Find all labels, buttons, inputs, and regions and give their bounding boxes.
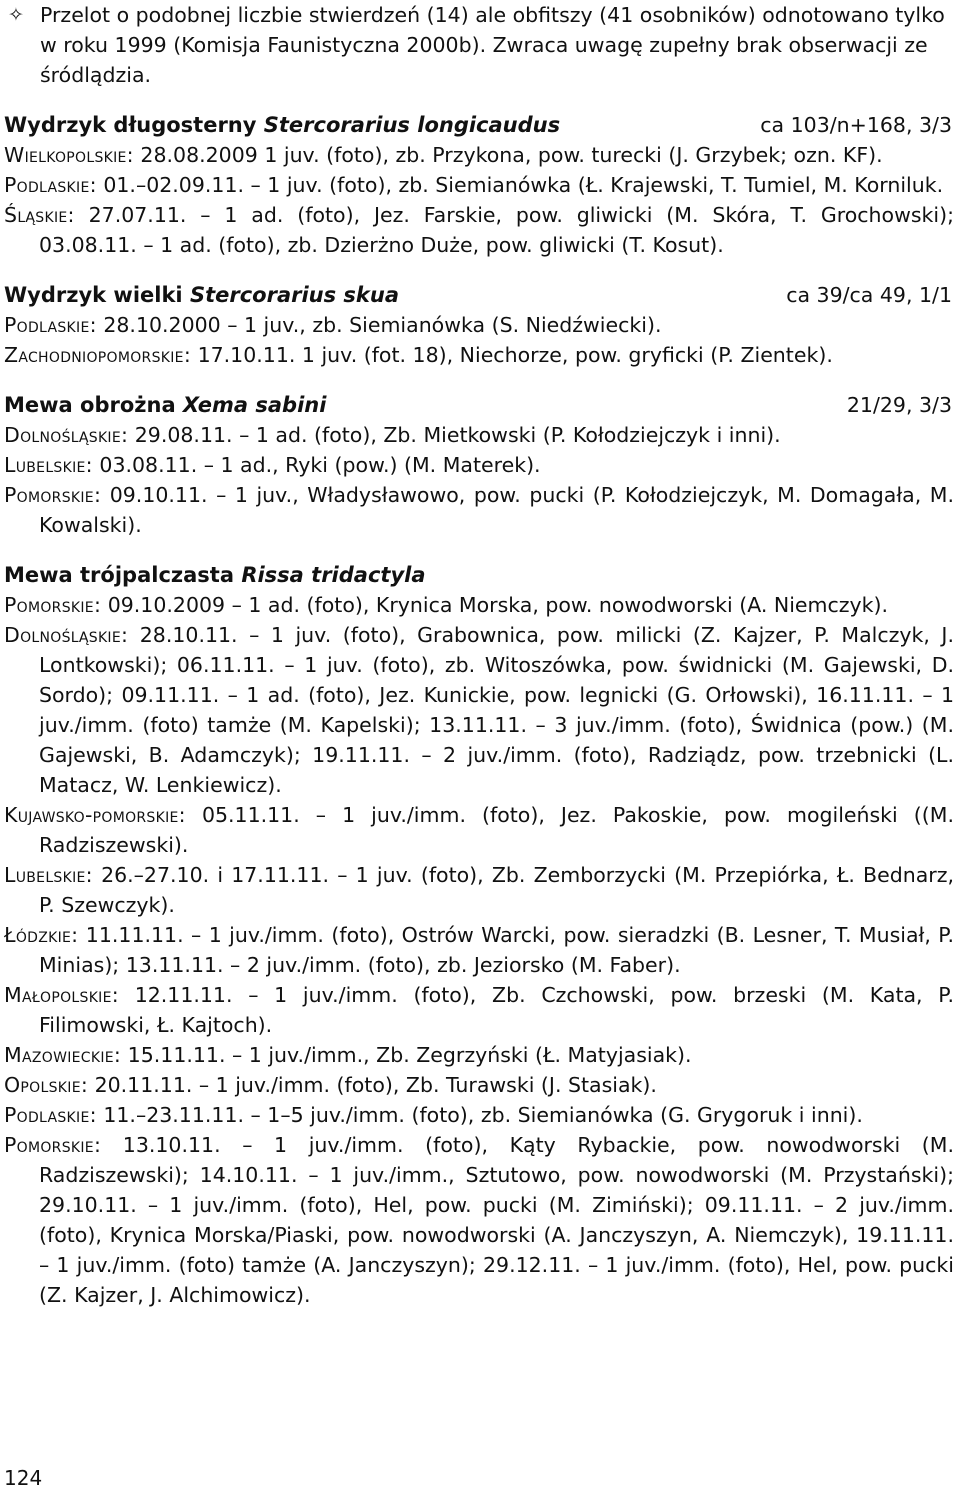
species-record-count: ca 39/ca 49, 1/1 <box>786 283 952 307</box>
species-name <box>4 390 326 420</box>
record-entry <box>4 590 954 620</box>
record-text: 09.10.2009 – 1 ad. (foto), Krynica Morska, pow. nowodworski (A. Niemczyk). <box>107 593 889 617</box>
species-heading <box>4 280 954 310</box>
record-entry <box>4 620 954 800</box>
region-label: Łódzkie: <box>4 923 79 947</box>
record-text: 09.10.11. – 1 juv., Władysławowo, pow. pucki (P. Kołodziejczyk, M. Domagała, M. Kowalski). <box>39 483 954 537</box>
species-heading <box>4 390 954 420</box>
species-list <box>4 110 954 1310</box>
species-heading <box>4 110 954 140</box>
species-name <box>4 280 399 310</box>
page-number: 124 <box>4 1466 43 1490</box>
record-entry <box>4 420 954 450</box>
record-entry <box>4 480 954 540</box>
species-name <box>4 110 560 140</box>
region-label: Kujawsko-pomorskie: <box>4 803 186 827</box>
region-label: Śląskie: <box>4 203 75 227</box>
species-name <box>4 560 426 590</box>
record-text: 15.11.11. – 1 juv./imm., Zb. Zegrzyński (Ł. Matyjasiak). <box>127 1043 692 1067</box>
record-entry <box>4 1040 954 1070</box>
species-common-name: Wydrzyk długosterny <box>4 113 257 137</box>
record-entry <box>4 450 954 480</box>
record-text: 11.11.11. – 1 juv./imm. (foto), Ostrów Warcki, pow. sieradzki (B. Lesner, T. Musiał, P. Minias); 13.11.11. – 2 juv./imm. (foto), zb. Jeziorsko (M. Faber). <box>39 923 954 977</box>
species-section <box>4 560 954 1310</box>
record-text: 17.10.11. 1 juv. (fot. 18), Niechorze, pow. gryficki (P. Zientek). <box>197 343 833 367</box>
record-entry <box>4 200 954 260</box>
record-entry <box>4 1070 954 1100</box>
record-text: 28.08.2009 1 juv. (foto), zb. Przykona, pow. turecki (J. Grzybek; ozn. KF). <box>140 143 883 167</box>
species-section <box>4 390 954 540</box>
species-latin-name: Xema sabini <box>182 393 327 417</box>
species-latin-name: Stercorarius longicaudus <box>263 113 561 137</box>
record-entry <box>4 140 954 170</box>
species-common-name: Wydrzyk wielki <box>4 283 183 307</box>
record-text: 03.08.11. – 1 ad., Ryki (pow.) (M. Materek). <box>99 453 541 477</box>
record-text: 26.–27.10. i 17.11.11. – 1 juv. (foto), Zb. Zemborzycki (M. Przepiórka, Ł. Bednarz, P. Szewczyk). <box>39 863 954 917</box>
species-section <box>4 110 954 260</box>
record-entry <box>4 310 954 340</box>
record-entry <box>4 1100 954 1130</box>
species-common-name: Mewa trójpalczasta <box>4 563 234 587</box>
region-label: Zachodniopomorskie: <box>4 343 192 367</box>
region-label: Małopolskie: <box>4 983 119 1007</box>
record-entry <box>4 1130 954 1310</box>
species-section <box>4 280 954 370</box>
region-label: Lubelskie: <box>4 863 93 887</box>
region-label: Pomorskie: <box>4 593 102 617</box>
species-common-name: Mewa obrożna <box>4 393 176 417</box>
record-entry <box>4 980 954 1040</box>
region-label: Opolskie: <box>4 1073 89 1097</box>
region-label: Wielkopolskie: <box>4 143 134 167</box>
record-text: 28.10.11. – 1 juv. (foto), Grabownica, pow. milicki (Z. Kajzer, P. Malczyk, J. Lontkowski); 06.11.11. – 1 juv. (foto), zb. Witoszówka, pow. świdnicki (M. Gajewski, D. Sordo); 09.11.11. – 1 ad. (foto), Jez. Kunickie, pow. legnicki (G. Orłowski), 16.11.11. – 1 juv./imm. (foto) tamże (M. Kapelski); 13.11.11. – 3 juv./imm. (foto), Świdnica (pow.) (M. Gajewski, B. Adamczyk); 19.11.11. – 2 juv./imm. (foto), Radziądz, pow. trzebnicki (L. Matacz, W. Lenkiewicz). <box>39 623 954 797</box>
region-label: Pomorskie: <box>4 483 102 507</box>
record-text: 27.07.11. – 1 ad. (foto), Jez. Farskie, pow. gliwicki (M. Skóra, T. Grochowski); 03.08.11. – 1 ad. (foto), zb. Dzierżno Duże, pow. gliwicki (T. Kosut). <box>39 203 954 257</box>
species-record-count: ca 103/n+168, 3/3 <box>760 113 952 137</box>
record-text: 11.–23.11.11. – 1–5 juv./imm. (foto), zb. Siemianówka (G. Grygoruk i inni). <box>103 1103 863 1127</box>
region-label: Dolnośląskie: <box>4 423 129 447</box>
record-entry <box>4 340 954 370</box>
diamond-bullet-icon: ✧ <box>8 4 24 26</box>
species-latin-name: Stercorarius skua <box>189 283 400 307</box>
record-text: 05.11.11. – 1 juv./imm. (foto), Jez. Pakoskie, pow. mogileński ((M. Radziszewski). <box>39 803 954 857</box>
record-entry <box>4 920 954 980</box>
record-text: 13.10.11. – 1 juv./imm. (foto), Kąty Rybackie, pow. nowodworski (M. Radziszewski); 14.10.11. – 1 juv./imm., Sztutowo, pow. nowodworski (M. Przystański); 29.10.11. – 1 juv./imm. (foto), Hel, pow. pucki (M. Zimiński); 09.11.11. – 2 juv./imm. (foto), Krynica Morska/Piaski, pow. nowodworski (A. Janczyszyn, A. Niemczyk), 19.11.11. – 1 juv./imm. (foto) tamże (A. Janczyszyn); 29.12.11. – 1 juv./imm. (foto), Hel, pow. pucki (Z. Kajzer, J. Alchimowicz). <box>39 1133 954 1307</box>
intro-paragraph <box>4 0 954 90</box>
document-page <box>4 0 954 1310</box>
record-text: 20.11.11. – 1 juv./imm. (foto), Zb. Turawski (J. Stasiak). <box>94 1073 657 1097</box>
record-text: 28.10.2000 – 1 juv., zb. Siemianówka (S. Niedźwiecki). <box>103 313 662 337</box>
intro-text: Przelot o podobnej liczbie stwierdzeń (14) ale obfitszy (41 osobników) odnotowano tylko w roku 1999 (Komisja Faunistyczna 2000b). Zwraca uwagę zupełny brak obserwacji ze śródlądzia. <box>40 3 945 87</box>
region-label: Podlaskie: <box>4 173 97 197</box>
record-text: 01.–02.09.11. – 1 juv. (foto), zb. Siemianówka (Ł. Krajewski, T. Tumiel, M. Korniluk. <box>103 173 944 197</box>
region-label: Podlaskie: <box>4 1103 97 1127</box>
region-label: Lubelskie: <box>4 453 93 477</box>
species-record-count: 21/29, 3/3 <box>846 393 952 417</box>
record-text: 12.11.11. – 1 juv./imm. (foto), Zb. Czchowski, pow. brzeski (M. Kata, P. Filimowski, Ł. Kajtoch). <box>39 983 954 1037</box>
species-heading <box>4 560 954 590</box>
region-label: Podlaskie: <box>4 313 97 337</box>
species-latin-name: Rissa tridactyla <box>241 563 426 587</box>
region-label: Dolnośląskie: <box>4 623 129 647</box>
region-label: Pomorskie: <box>4 1133 102 1157</box>
record-entry <box>4 170 954 200</box>
record-entry <box>4 800 954 860</box>
region-label: Mazowieckie: <box>4 1043 122 1067</box>
record-entry <box>4 860 954 920</box>
record-text: 29.08.11. – 1 ad. (foto), Zb. Mietkowski (P. Kołodziejczyk i inni). <box>134 423 781 447</box>
